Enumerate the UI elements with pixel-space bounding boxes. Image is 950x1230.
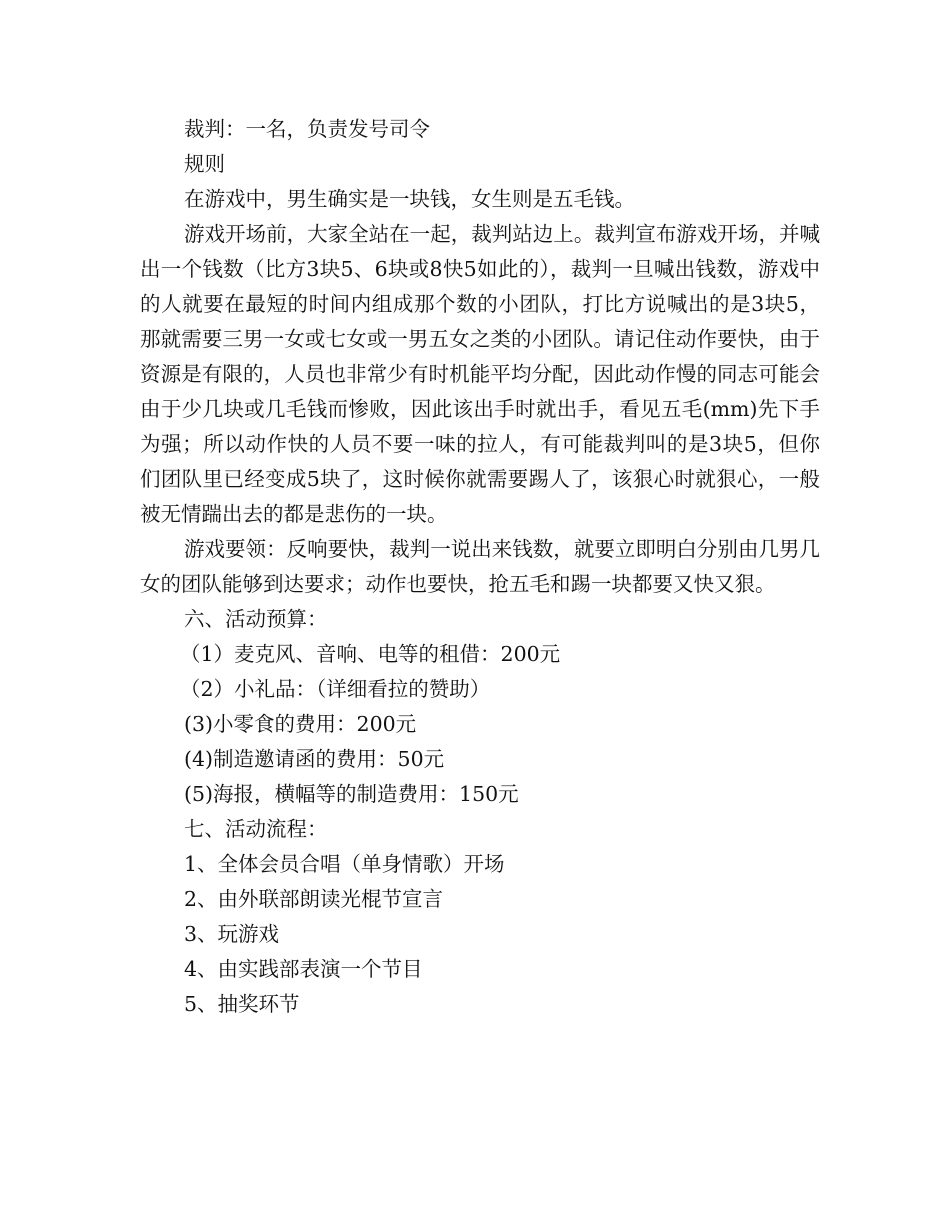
referee-line: 裁判：一名，负责发号司令 xyxy=(184,117,430,141)
document-body xyxy=(140,112,820,1022)
process-item: 4、由实践部表演一个节目 xyxy=(184,957,423,981)
budget-item: （2）小礼品：（详细看拉的赞助） xyxy=(180,677,491,701)
budget-heading: 六、活动预算： xyxy=(184,607,328,631)
budget-item: （1）麦克风、音响、电等的租借：200元 xyxy=(180,642,561,666)
game-tips-paragraph: 游戏要领：反响要快，裁判一说出来钱数，就要立即明白分别由几男几女的团队能够到达要求；动作也要快，抢五毛和踢一块都要又快又狠。 xyxy=(140,537,820,596)
value-rule-line: 在游戏中，男生确实是一块钱，女生则是五毛钱。 xyxy=(184,187,635,211)
rules-heading: 规则 xyxy=(184,152,225,176)
process-item: 3、玩游戏 xyxy=(184,922,280,946)
process-heading: 七、活动流程： xyxy=(184,817,328,841)
process-item: 2、由外联部朗读光棍节宣言 xyxy=(184,887,444,911)
game-rules-paragraph: 游戏开场前，大家全站在一起，裁判站边上。裁判宣布游戏开场，并喊出一个钱数（比方3块5、6块或8快5如此的），裁判一旦喊出钱数，游戏中的人就要在最短的时间内组成那个数的小团队，打比方说喊出的是3块5，那就需要三男一女或七女或一男五女之类的小团队。请记住动作要快，由于资源是有限的，人员也非常少有时机能平均分配，因此动作慢的同志可能会由于少几块或几毛钱而惨败，因此该出手时就出手，看见五毛(mm)先下手为强；所以动作快的人员不要一味的拉人，有可能裁判叫的是3块5，但你们团队里已经变成5块了，这时候你就需要踢人了，该狠心时就狠心，一般被无情踹出去的都是悲伤的一块。 xyxy=(140,222,820,526)
process-item: 1、全体会员合唱（单身情歌）开场 xyxy=(184,852,505,876)
budget-item: (3)小零食的费用：200元 xyxy=(184,712,417,736)
budget-item: (5)海报，横幅等的制造费用：150元 xyxy=(184,782,519,806)
process-item: 5、抽奖环节 xyxy=(184,992,300,1016)
budget-item: (4)制造邀请函的费用：50元 xyxy=(184,747,445,771)
